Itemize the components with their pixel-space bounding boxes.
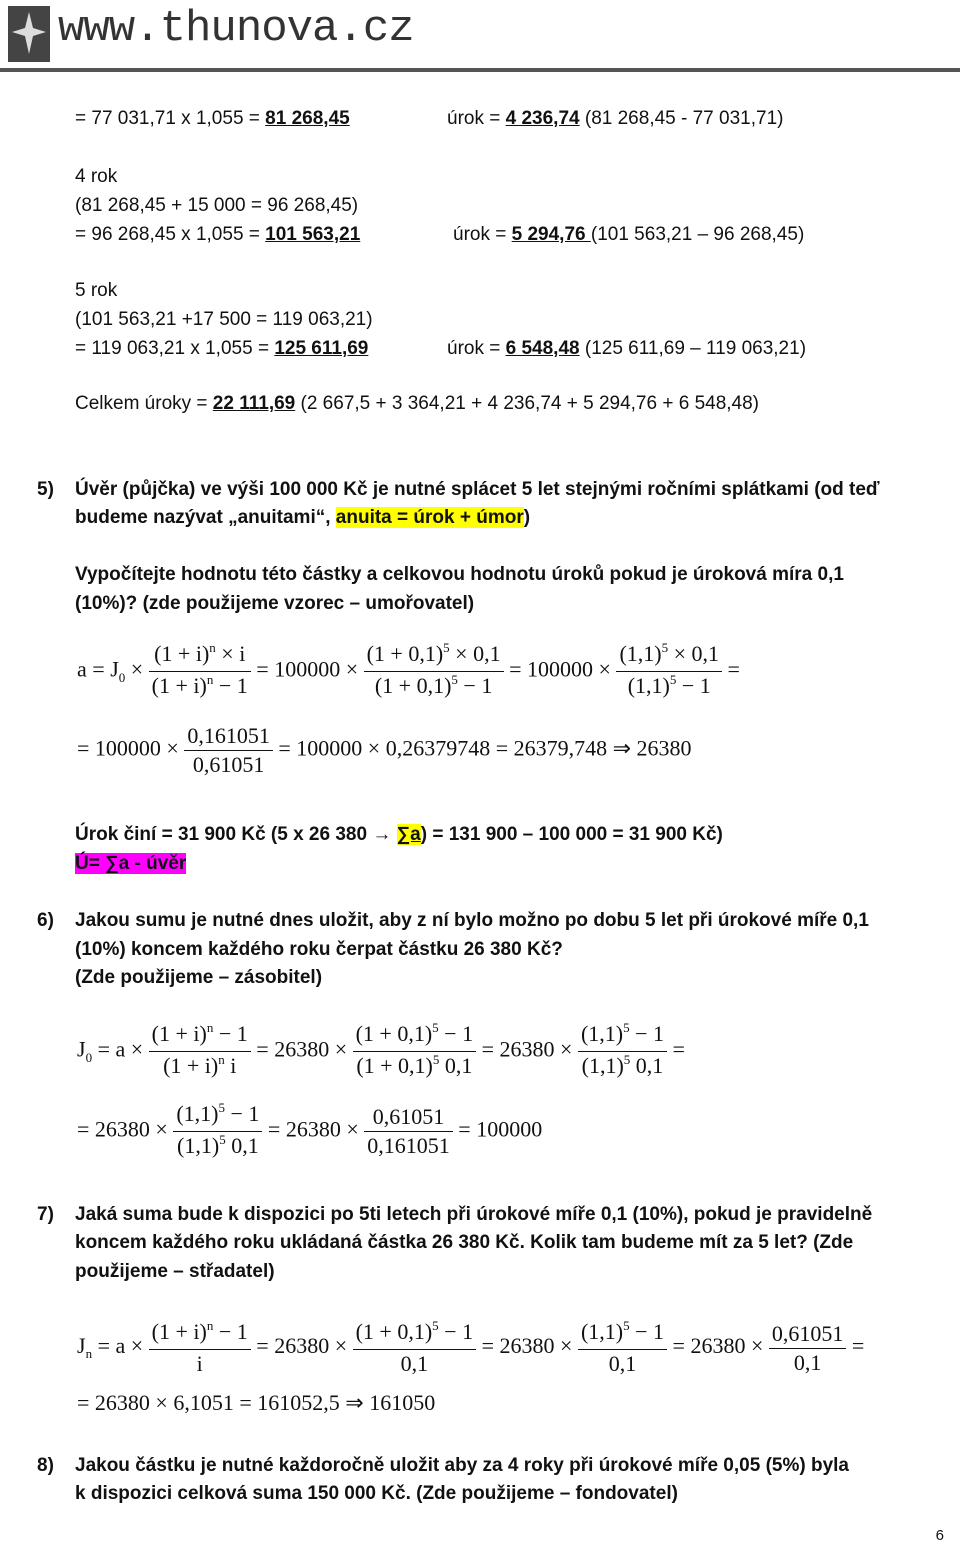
annuity-definition: anuita = úrok + úmor <box>335 507 524 528</box>
times-sign: × <box>130 656 144 682</box>
superscript-5: 5 <box>219 1132 226 1147</box>
denominator: 0,1 <box>400 1351 429 1376</box>
implies-arrow-icon: ⇒ <box>612 735 632 761</box>
task5-line2-end: ) <box>523 507 531 528</box>
fraction <box>173 1100 262 1163</box>
denominator: 0,1 <box>793 1349 822 1375</box>
task8-line2: k dispozici celková suma 150 000 Kč. (Zde použijeme – fondovatel) <box>75 1483 678 1504</box>
times-sign: × <box>750 1333 764 1359</box>
superscript-n: n <box>206 672 214 687</box>
numerator-tail: × 0,1 <box>449 641 501 666</box>
task7-line2: koncem každého roku ukládaná částka 26 380 Kč. Kolik tam budeme mít za 5 let? (Zde <box>75 1232 854 1253</box>
numerator: (1,1) <box>580 1021 624 1046</box>
numerator-tail: − 1 <box>213 1021 248 1046</box>
times-sign: × <box>345 656 359 682</box>
symbol-a: a <box>115 1036 126 1062</box>
principal-value: 100000 <box>296 735 363 761</box>
year5-interest: 6 548,48 <box>505 338 580 359</box>
implies-arrow-icon: ⇒ <box>345 1390 364 1415</box>
numerator-tail: − 1 <box>629 1319 665 1344</box>
future-value-exact: 161052,5 <box>257 1390 340 1415</box>
fraction <box>184 722 273 779</box>
equals-sign: = <box>481 1333 495 1359</box>
numerator-tail: × i <box>215 641 246 666</box>
year5-result: 125 611,69 <box>274 338 369 359</box>
equals-sign: = <box>256 1333 269 1359</box>
task5-question-line1: Vypočítejte hodnotu této částky a celkovou hodnotu úroků pokud je úroková míra 0,1 <box>75 564 844 585</box>
denominator: 0,161051 <box>367 1133 450 1158</box>
denominator-tail: 0,1 <box>439 1053 473 1078</box>
task5-line2 <box>75 505 530 531</box>
equals-sign: = <box>256 1036 269 1062</box>
numerator: (1 + 0,1) <box>355 1319 433 1344</box>
superscript-5: 5 <box>623 1020 630 1035</box>
subscript-0: 0 <box>118 669 126 685</box>
present-value: 100000 <box>476 1116 543 1142</box>
equals-sign: = <box>77 1116 90 1142</box>
year4-calc-line <box>75 222 360 248</box>
numerator-tail: − 1 <box>438 1021 474 1046</box>
annuity-factor: 0,26379748 <box>385 735 491 761</box>
subscript-n: n <box>85 1346 93 1362</box>
annuity-rounded: 26380 <box>636 735 692 761</box>
annuity-value: 26380 <box>690 1333 746 1359</box>
times-sign: × <box>560 1333 573 1359</box>
superscript-5: 5 <box>661 640 669 655</box>
superscript-5: 5 <box>669 672 677 687</box>
task7-line1: Jaká suma bude k dispozici po 5ti letech při úrokové míře 0,1 (10%), pokud je pravidelně <box>75 1204 873 1225</box>
denominator: 0,61051 <box>192 752 265 777</box>
superscript-5: 5 <box>218 1100 225 1115</box>
symbol-a: a <box>115 1333 126 1359</box>
interest-formula-line <box>75 851 186 877</box>
denominator: (1,1) <box>627 673 670 698</box>
times-sign: × <box>560 1036 573 1062</box>
superscript-5: 5 <box>443 640 450 655</box>
task6-line1: Jakou sumu je nutné dnes uložit, aby z ní bylo možno po dobu 5 let při úrokové míře 0,1 <box>75 910 869 931</box>
fraction <box>578 1318 667 1378</box>
year4-calc: = 96 268,45 x 1,055 = <box>75 224 266 245</box>
equals-sign: = <box>672 1333 685 1359</box>
year4-interest: 5 294,76 <box>511 224 591 245</box>
equals-sign: = <box>495 735 509 761</box>
denominator: (1,1) <box>581 1053 624 1078</box>
superscript-5: 5 <box>432 1020 439 1035</box>
fraction <box>149 640 251 703</box>
numerator: (1 + 0,1) <box>366 641 444 666</box>
year5-calc: = 119 063,21 x 1,055 = <box>75 338 275 359</box>
year3-interest: 4 236,74 <box>505 108 580 129</box>
year4-result: 101 563,21 <box>265 224 361 245</box>
denominator-tail: 0,1 <box>225 1133 259 1158</box>
times-sign: × <box>598 656 611 682</box>
numerator: (1,1) <box>580 1319 624 1344</box>
total-interest-line <box>75 391 759 417</box>
page-number: 6 <box>935 1527 944 1544</box>
numerator: (1 + i) <box>151 1319 207 1344</box>
total-label: Celkem úroky = <box>75 393 213 414</box>
interest-formula: Ú= ∑a - úvěr <box>75 853 187 874</box>
year5-interest-line <box>447 336 806 362</box>
superscript-n: n <box>206 1318 214 1333</box>
equals-sign: = <box>458 1116 471 1142</box>
task8-number: 8) <box>37 1455 54 1476</box>
annuity-value: 26380 <box>94 1116 150 1142</box>
task6-line3: (Zde použijeme – zásobitel) <box>75 967 323 988</box>
annuity-value: 26380 <box>499 1036 555 1062</box>
year3-calc-line <box>75 106 350 132</box>
numerator: 0,61051 <box>769 1320 847 1349</box>
principal-value: 100000 <box>274 656 341 682</box>
superscript-5: 5 <box>451 672 458 687</box>
symbol-j: J <box>77 1333 86 1359</box>
numerator: (1,1) <box>619 641 662 666</box>
equals-sign: = <box>77 735 90 761</box>
year3-result: 81 268,45 <box>265 108 350 129</box>
task5-line1: Úvěr (půjčka) ve výši 100 000 Kč je nutné splácet 5 let stejnými ročními splátkami (od teď <box>75 479 880 500</box>
total-note: (2 667,5 + 3 364,21 + 4 236,74 + 5 294,76 + 6 548,48) <box>295 393 760 414</box>
denominator-tail: − 1 <box>457 673 493 698</box>
equals-sign: = <box>727 656 740 682</box>
denominator-tail: − 1 <box>676 673 711 698</box>
task5-number: 5) <box>37 479 54 500</box>
numerator-tail: × 0,1 <box>668 641 720 666</box>
times-sign: × <box>130 1036 144 1062</box>
denominator-tail: − 1 <box>213 673 248 698</box>
task7-line3: použijeme – střadatel) <box>75 1261 275 1282</box>
equals-sign: = <box>267 1116 281 1142</box>
symbol-j: J <box>110 656 119 682</box>
superscript-5: 5 <box>623 1052 631 1067</box>
annuity-value: 26380 <box>499 1333 555 1359</box>
year3-interest-note: (81 268,45 - 77 031,71) <box>579 108 784 129</box>
future-value-rounded: 161050 <box>369 1390 436 1415</box>
superscript-n: n <box>218 1052 225 1067</box>
denominator: (1 + i) <box>151 673 207 698</box>
year4-interest-note: (101 563,21 – 96 268,45) <box>590 224 805 245</box>
year5-deposit: (101 563,21 +17 500 = 119 063,21) <box>75 309 373 330</box>
equals-sign: = <box>672 1036 685 1062</box>
numerator: (1,1) <box>176 1101 219 1126</box>
sum-annuities: ∑a <box>396 824 421 845</box>
numerator: 0,61051 <box>364 1103 453 1132</box>
numerator-tail: − 1 <box>629 1021 665 1046</box>
year4-interest-label: úrok = <box>453 224 512 245</box>
annuity-value: 26380 <box>274 1333 330 1359</box>
denominator-tail: i <box>224 1053 237 1078</box>
annuity-value: 26380 <box>285 1116 341 1142</box>
denominator: 0,1 <box>608 1351 637 1376</box>
equals-sign: = <box>239 1390 252 1415</box>
denominator-tail: 0,1 <box>630 1053 664 1078</box>
accumulation-factor: 6,1051 <box>173 1390 234 1415</box>
future-value-formula <box>77 1318 864 1378</box>
annuity-result-formula <box>77 722 692 779</box>
future-value-result <box>77 1390 435 1416</box>
header-divider <box>0 68 960 72</box>
equals-sign: = <box>481 1036 495 1062</box>
equals-sign: = <box>509 656 522 682</box>
numerator: 0,161051 <box>184 722 273 751</box>
annuity-formula <box>77 640 740 703</box>
numerator-tail: − 1 <box>438 1319 474 1344</box>
equals-sign: = <box>256 656 269 682</box>
superscript-5: 5 <box>432 1052 440 1067</box>
interest-result-line <box>75 822 723 848</box>
times-sign: × <box>346 1116 359 1142</box>
year4-title: 4 rok <box>75 166 118 187</box>
subscript-0: 0 <box>85 1049 93 1065</box>
denominator: (1 + 0,1) <box>356 1053 433 1078</box>
equals-sign: = <box>278 735 291 761</box>
fraction <box>578 1020 667 1083</box>
superscript-5: 5 <box>623 1318 630 1333</box>
times-sign: × <box>130 1333 144 1359</box>
denominator: i <box>196 1351 203 1376</box>
numerator-tail: − 1 <box>213 1319 248 1344</box>
present-value-formula <box>77 1020 685 1083</box>
fraction <box>364 640 504 703</box>
equals-sign: = <box>97 1036 110 1062</box>
superscript-n: n <box>206 1020 214 1035</box>
numerator: (1 + i) <box>151 1021 207 1046</box>
equals-sign: = <box>92 656 105 682</box>
annuity-exact: 26379,748 <box>513 735 608 761</box>
year4-deposit: (81 268,45 + 15 000 = 96 268,45) <box>75 195 359 216</box>
task5-question-line2: (10%)? (zde použijeme vzorec – umořovatel) <box>75 593 475 614</box>
times-sign: × <box>155 1390 168 1415</box>
site-logo-text: www.thunova.cz <box>58 4 414 54</box>
year4-interest-line <box>453 222 804 248</box>
fraction <box>353 1318 476 1378</box>
numerator: (1 + 0,1) <box>355 1021 433 1046</box>
annuity-value: 26380 <box>274 1036 330 1062</box>
denominator: (1 + i) <box>163 1053 219 1078</box>
fraction <box>364 1103 453 1160</box>
year3-calc: = 77 031,71 x 1,055 = <box>75 108 266 129</box>
equals-sign: = <box>851 1333 865 1359</box>
principal-value: 100000 <box>94 735 161 761</box>
year3-interest-label: úrok = <box>447 108 506 129</box>
task5-line2-text: budeme nazývat „anuitami“, <box>75 507 336 528</box>
interest-result-text: Úrok činí = 31 900 Kč (5 x 26 380 → <box>75 824 397 845</box>
fraction <box>616 640 722 703</box>
fraction <box>353 1020 476 1083</box>
equals-sign: = <box>77 1390 90 1415</box>
numerator: (1 + i) <box>154 641 210 666</box>
fraction <box>769 1320 847 1377</box>
times-sign: × <box>155 1116 168 1142</box>
interest-result-tail: ) = 131 900 – 100 000 = 31 900 Kč) <box>420 824 723 845</box>
times-sign: × <box>166 735 179 761</box>
task6-number: 6) <box>37 910 54 931</box>
times-sign: × <box>334 1036 348 1062</box>
times-sign: × <box>367 735 381 761</box>
year3-interest-line <box>447 106 783 132</box>
superscript-5: 5 <box>432 1318 439 1333</box>
task8-line1: Jakou částku je nutné každoročně uložit aby za 4 roky při úrokové míře 0,05 (5%) byla <box>75 1455 849 1476</box>
year5-calc-line <box>75 336 368 362</box>
principal-value: 100000 <box>527 656 594 682</box>
year5-title: 5 rok <box>75 280 118 301</box>
superscript-n: n <box>209 640 216 655</box>
denominator: (1,1) <box>177 1133 220 1158</box>
numerator-tail: − 1 <box>225 1101 260 1126</box>
task7-number: 7) <box>37 1204 54 1225</box>
logo-icon <box>8 6 50 62</box>
symbol-j: J <box>77 1036 86 1062</box>
year5-interest-label: úrok = <box>447 338 506 359</box>
fraction <box>149 1318 251 1378</box>
task6-line2: (10%) koncem každého roku čerpat částku 26 380 Kč? <box>75 939 563 960</box>
year5-interest-note: (125 611,69 – 119 063,21) <box>579 338 807 359</box>
present-value-result <box>77 1100 542 1163</box>
denominator: (1 + 0,1) <box>374 673 452 698</box>
symbol-a: a <box>77 656 87 682</box>
total-value: 22 111,69 <box>212 393 296 414</box>
equals-sign: = <box>97 1333 110 1359</box>
annuity-value: 26380 <box>94 1390 150 1415</box>
times-sign: × <box>334 1333 348 1359</box>
fraction <box>149 1020 251 1083</box>
